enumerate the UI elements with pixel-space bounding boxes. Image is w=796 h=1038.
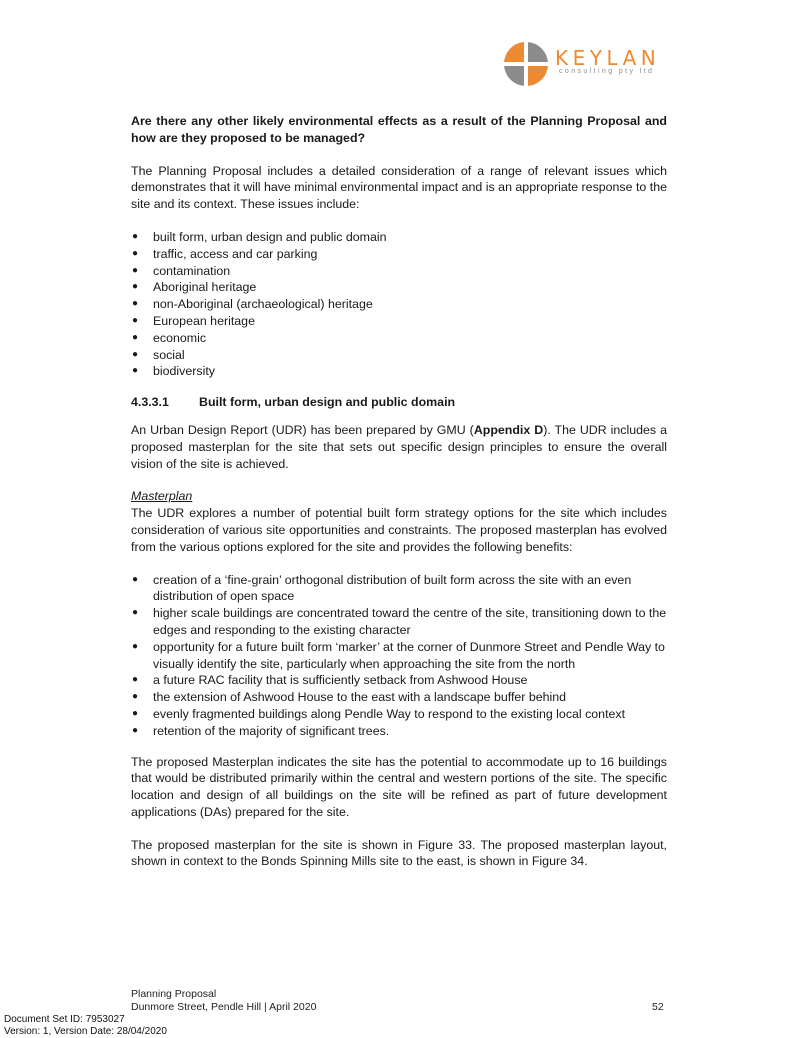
list-item: ● social (132, 347, 185, 362)
bullet-icon: ● (132, 281, 139, 293)
bullet-icon: ● (132, 365, 139, 377)
bullet-icon: ● (132, 640, 139, 652)
intro-paragraph: The Planning Proposal includes a detailed consideration of a range of relevant issues which demonstrates that it will have minimal environmental impact and is an appropriate response to the site and its context. These issues include: (131, 163, 667, 212)
footer (131, 988, 316, 1014)
list-item: ● the extension of Ashwood House to the east with a landscape buffer behind (132, 690, 567, 705)
logo-name: KEYLAN (555, 46, 661, 70)
udr-paragraph: An Urban Design Report (UDR) has been prepared by GMU (Appendix D). The UDR includes a proposed masterplan for the site that sets out specific design principles to ensure the overall vision of the site is achieved. (131, 422, 667, 471)
logo-mark-icon (503, 41, 549, 87)
issues-list (131, 229, 667, 380)
list-item: ● evenly fragmented buildings along Pendle Way to respond to the existing local context (132, 706, 626, 721)
benefits-list (131, 572, 667, 740)
list-item: ● traffic, access and car parking (132, 246, 318, 261)
list-item: ● economic (132, 330, 207, 345)
bullet-icon: ● (132, 707, 139, 719)
bullet-icon: ● (132, 691, 139, 703)
bullet-icon: ● (132, 607, 139, 619)
appendix-ref: Appendix D (473, 422, 544, 437)
list-item: ● European heritage (132, 313, 255, 328)
section-heading (131, 394, 667, 411)
list-item: ● a future RAC facility that is sufficiently setback from Ashwood House (132, 673, 528, 688)
document-set-id: Document Set ID: 7953027 (4, 1014, 125, 1025)
bullet-icon: ● (132, 331, 139, 343)
bullet-icon: ● (132, 230, 139, 242)
logo-tagline: consulting pty ltd (559, 68, 655, 75)
masterplan-capacity-paragraph: The proposed Masterplan indicates the site has the potential to accommodate up to 16 buildings that would be distributed primarily within the central and western portions of the site. The specific location and design of all buildings on the site will be refined as part of future development applications (DAs) prepared for the site. (131, 754, 667, 819)
section-title: Built form, urban design and public domain (199, 395, 456, 410)
question-heading: Are there any other likely environmental effects as a result of the Planning Proposal and how are they proposed to be managed? (131, 114, 667, 145)
bullet-icon: ● (132, 264, 139, 276)
bullet-icon: ● (132, 314, 139, 326)
masterplan-heading: Masterplan (131, 489, 193, 504)
list-item: ● contamination (132, 263, 231, 278)
bullet-icon: ● (132, 674, 139, 686)
list-item: ● creation of a ‘fine-grain’ orthogonal distribution of built form across the site with an even distribution of open space (132, 572, 632, 604)
list-item: ● Aboriginal heritage (132, 280, 257, 295)
masterplan-paragraph: The UDR explores a number of potential built form strategy options for the site which includes consideration of various site opportunities and constraints. The proposed masterplan has evolved from the various options explored for the site and provides the following benefits: (131, 506, 667, 554)
page-number: 52 (652, 1001, 664, 1013)
list-item: ● non-Aboriginal (archaeological) heritage (132, 297, 373, 312)
list-item: ● built form, urban design and public domain (132, 229, 387, 244)
figure-reference-paragraph: The proposed masterplan for the site is shown in Figure 33. The proposed masterplan layout, shown in context to the Bonds Spinning Mills site to the east, is shown in Figure 34. (131, 837, 667, 869)
bullet-icon: ● (132, 298, 139, 310)
page-body (131, 113, 667, 870)
document-set-stamp (4, 1014, 167, 1038)
bullet-icon: ● (132, 724, 139, 736)
keylan-logo (503, 41, 673, 87)
list-item: ● higher scale buildings are concentrated toward the centre of the site, transitioning down to the edges and responding to the existing character (132, 606, 667, 637)
bullet-icon: ● (132, 573, 139, 585)
bullet-icon: ● (132, 348, 139, 360)
list-item: ● biodiversity (132, 364, 215, 379)
list-item: ● opportunity for a future built form ‘marker’ at the corner of Dunmore Street and Pendle Way to visually identify the site, particularly when approaching the site from the north (132, 639, 665, 671)
list-item: ● retention of the majority of significant trees. (132, 723, 390, 738)
footer-subtitle: Dunmore Street, Pendle Hill | April 2020 (131, 1001, 317, 1013)
bullet-icon: ● (132, 247, 139, 259)
document-version: Version: 1, Version Date: 28/04/2020 (4, 1026, 167, 1037)
footer-title: Planning Proposal (131, 988, 217, 1000)
section-number: 4.3.3.1 (131, 395, 169, 410)
